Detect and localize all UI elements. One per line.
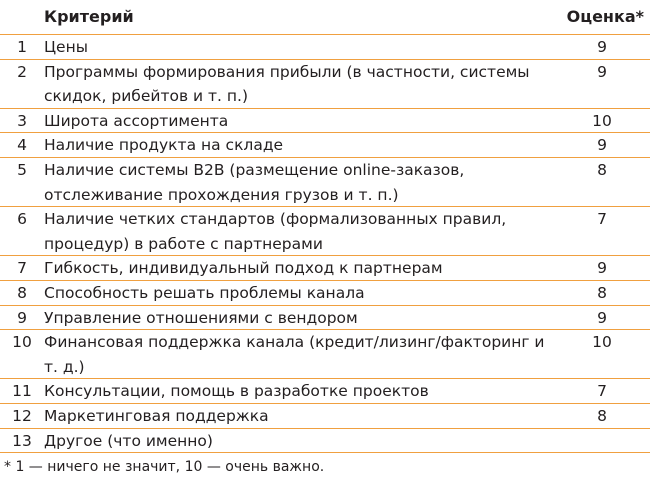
row-score: 8 [597,406,607,425]
row-number: 4 [17,136,27,155]
table-row [0,404,650,429]
row-score: 9 [597,308,607,327]
row-score: 7 [597,210,607,229]
table-body [0,35,650,453]
row-number: 3 [17,111,27,130]
row-number: 13 [12,431,32,450]
row-number: 10 [12,333,32,352]
row-number: 11 [12,382,32,401]
row-number: 2 [17,62,27,81]
row-criterion: Широта ассортимента [44,111,229,130]
row-score: 10 [592,333,612,352]
row-score: 9 [597,62,607,81]
header-score: Оценка* [566,6,644,26]
table-row [0,158,650,207]
row-number: 12 [12,406,32,425]
row-criterion: Наличие системы B2B (размещение online-заказов, отслеживание прохождения грузов и т. п.) [44,160,465,204]
table-row [0,306,650,331]
table-row [0,281,650,306]
row-criterion: Способность решать проблемы канала [44,283,365,302]
row-criterion: Наличие четких стандартов (формализованных правил, процедур) в работе с партнерами [44,210,507,253]
table-row [0,35,650,60]
row-score: 10 [592,111,612,130]
row-score: 7 [597,382,607,401]
table-row [0,256,650,281]
footnote: * 1 — ничего не значит, 10 — очень важно. [4,459,325,475]
row-number: 8 [17,283,27,302]
row-score: 9 [597,259,607,278]
row-number: 7 [17,259,27,278]
table-row [0,133,650,158]
row-criterion: Программы формирования прибыли (в частности, системы скидок, рибейтов и т. п.) [44,62,530,106]
row-criterion: Консультации, помощь в разработке проектов [44,382,429,401]
row-criterion: Маркетинговая поддержка [44,406,269,425]
row-criterion: Управление отношениями с вендором [44,308,358,327]
table-row [0,109,650,134]
row-score: 8 [597,283,607,302]
row-number: 1 [17,38,27,56]
row-criterion: Гибкость, индивидуальный подход к партнерам [44,259,443,278]
row-criterion: Цены [44,38,88,56]
row-score: 8 [597,160,607,179]
row-score: 9 [597,38,607,56]
row-criterion: Наличие продукта на складе [44,136,284,155]
table-row [0,330,650,379]
table-row [0,429,650,454]
table-row [0,379,650,404]
row-number: 6 [17,210,27,229]
row-score: 9 [597,136,607,155]
row-number: 5 [17,160,27,179]
table-header [0,0,650,35]
row-criterion: Финансовая поддержка канала (кредит/лизинг/факторинг и т. д.) [44,333,545,376]
table-row [0,60,650,109]
header-criterion: Критерий [44,6,134,26]
row-criterion: Другое (что именно) [44,431,213,450]
table-row [0,207,650,256]
row-number: 9 [17,308,27,327]
